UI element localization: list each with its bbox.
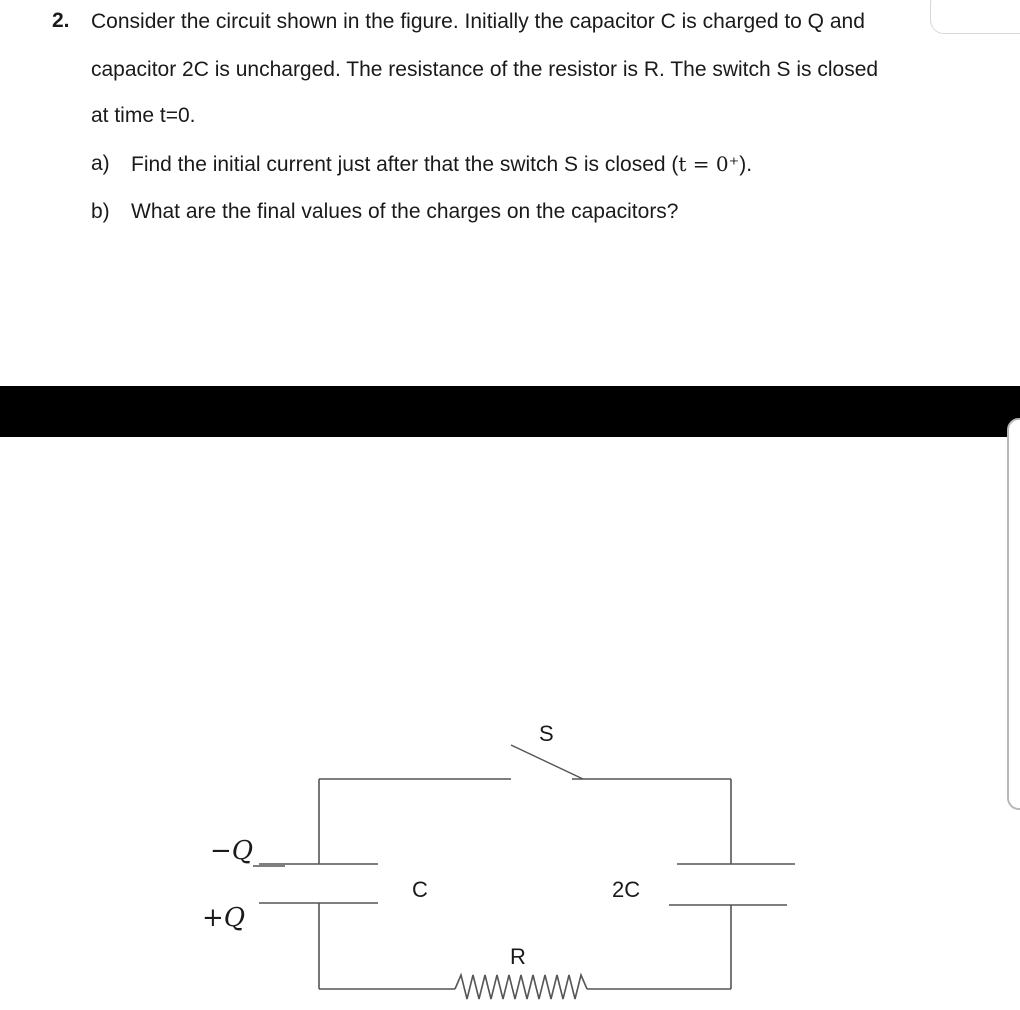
part-a-question: Find the initial current just after that the switch S is closed ( xyxy=(131,153,679,176)
problem-number: 2. xyxy=(52,9,70,32)
switch-label: S xyxy=(539,721,554,746)
charge-bottom-label: +Q xyxy=(202,903,246,933)
part-a-math: t = 0⁺ xyxy=(678,152,740,176)
part-b-label: b) xyxy=(91,200,110,223)
resistor-zigzag xyxy=(455,975,587,999)
switch-blade xyxy=(511,745,583,779)
cap-right-label: 2C xyxy=(612,877,641,902)
charge-top-label: −Q xyxy=(210,836,254,866)
problem-line-2: capacitor 2C is uncharged. The resistance of the resistor is R. The switch S is closed xyxy=(91,58,879,81)
cap-left-label: C xyxy=(412,877,428,902)
part-b-text: What are the final values of the charges on the capacitors? xyxy=(131,200,679,223)
part-a-close: ). xyxy=(739,153,753,176)
problem-line-1: Consider the circuit shown in the figure. Initially the capacitor C is charged to Q and xyxy=(91,10,865,33)
part-a-label: a) xyxy=(91,152,110,175)
resistor-label: R xyxy=(510,944,526,969)
problem-line-3: at time t=0. xyxy=(91,104,196,127)
